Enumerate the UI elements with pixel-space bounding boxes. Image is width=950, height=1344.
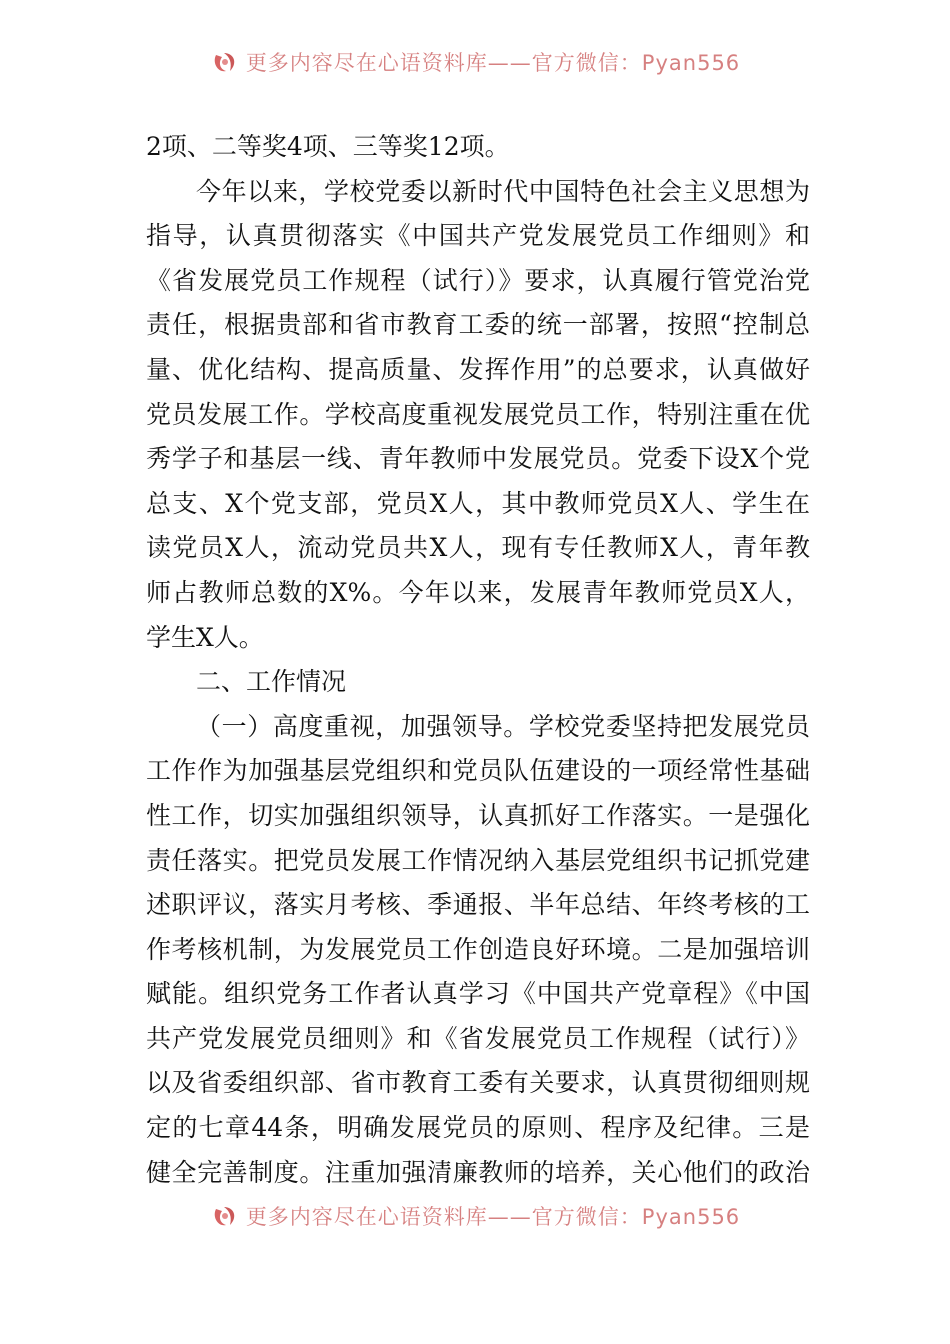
text-line: 学生X人。 bbox=[146, 622, 264, 652]
text-line: 作考核机制，为发展党员工作创造良好环境。二是加强培训 bbox=[146, 934, 810, 964]
header-watermark bbox=[0, 52, 950, 88]
text-line: （一）高度重视，加强领导。学校党委坚持把发展党员 bbox=[196, 711, 810, 741]
text-line: 性工作，切实加强组织领导，认真抓好工作落实。一是强化 bbox=[146, 800, 810, 830]
text-line: 读党员X人，流动党员共X人，现有专任教师X人，青年教 bbox=[146, 533, 810, 563]
text-line: 秀学子和基层一线、青年教师中发展党员。党委下设X个党 bbox=[146, 444, 810, 474]
logo-icon bbox=[210, 52, 240, 77]
text-line: 定的七章44条，明确发展党员的原则、程序及纪律。三是 bbox=[146, 1113, 810, 1143]
text-line: 共产党发展党员细则》和《省发展党员工作规程（试行）》 bbox=[146, 1023, 810, 1053]
text-line: 今年以来，学校党委以新时代中国特色社会主义思想为 bbox=[196, 176, 810, 206]
text-line: 工作作为加强基层党组织和党员队伍建设的一项经常性基础 bbox=[146, 756, 810, 786]
text-line: 量、优化结构、提高质量、发挥作用”的总要求，认真做好 bbox=[146, 354, 810, 384]
text-line: 责任，根据贵部和省市教育工委的统一部署，按照“控制总 bbox=[146, 310, 810, 340]
text-line: 2项、二等奖4项、三等奖12项。 bbox=[146, 132, 510, 161]
text-line: 《省发展党员工作规程（试行）》要求，认真履行管党治党 bbox=[146, 265, 810, 295]
text-line: 健全完善制度。注重加强清廉教师的培养，关心他们的政治 bbox=[146, 1157, 810, 1187]
text-line: 述职评议，落实月考核、季通报、半年总结、年终考核的工 bbox=[146, 890, 810, 920]
text-line: 责任落实。把党员发展工作情况纳入基层党组织书记抓党建 bbox=[146, 845, 810, 875]
text-line: 指导，认真贯彻落实《中国共产党发展党员工作细则》和 bbox=[146, 221, 810, 251]
text-line: 赋能。组织党务工作者认真学习《中国共产党章程》《中国 bbox=[146, 979, 810, 1009]
footer-watermark bbox=[0, 1206, 950, 1242]
document-body bbox=[146, 125, 810, 1195]
text-line: 二、工作情况 bbox=[196, 667, 347, 697]
watermark-text: 更多内容尽在心语资料库——官方微信：Pyan556 bbox=[245, 52, 741, 75]
logo-icon bbox=[210, 1206, 240, 1231]
text-line: 师占教师总数的X%。今年以来，发展青年教师党员X人， bbox=[146, 577, 810, 607]
text-line: 党员发展工作。学校高度重视发展党员工作，特别注重在优 bbox=[146, 399, 810, 429]
text-line: 总支、X个党支部，党员X人，其中教师党员X人、学生在 bbox=[146, 488, 810, 518]
watermark-text: 更多内容尽在心语资料库——官方微信：Pyan556 bbox=[245, 1206, 741, 1229]
text-line: 以及省委组织部、省市教育工委有关要求，认真贯彻细则规 bbox=[146, 1068, 810, 1098]
